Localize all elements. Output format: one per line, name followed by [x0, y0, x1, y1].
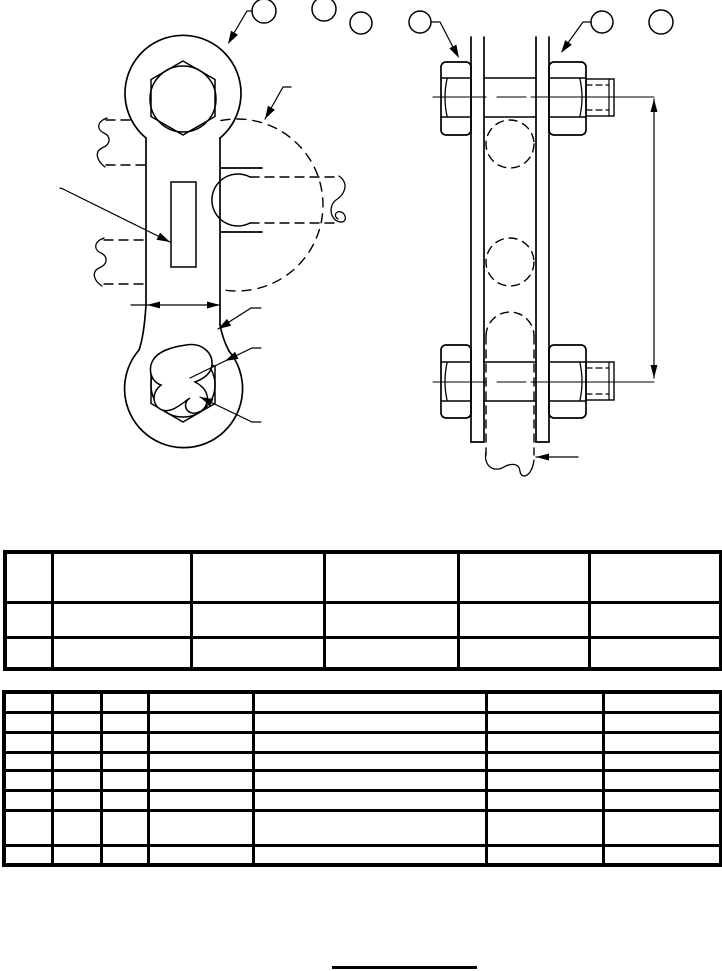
table-cell: [52, 770, 101, 790]
table-cell: [4, 732, 52, 752]
table-cell: [603, 770, 721, 790]
table-cell: [101, 810, 148, 845]
table-cell: [52, 712, 101, 732]
balloon-callout-1: [228, 0, 276, 44]
table-cell: [486, 790, 603, 810]
table-cell: [253, 845, 486, 865]
table-cell: [148, 712, 253, 732]
table-cell: [101, 770, 148, 790]
side-view: [433, 37, 658, 476]
table-cell: [324, 602, 458, 637]
table-cell: [486, 732, 603, 752]
table-cell: [52, 637, 191, 669]
table-cell: [148, 752, 253, 770]
balloon-callout-5: [561, 11, 613, 53]
dim-arrow-left: [536, 454, 549, 461]
table-cell: [486, 770, 603, 790]
table-row: [4, 712, 721, 732]
table-cell: [486, 845, 603, 865]
table-cell: [101, 845, 148, 865]
table-cell: [458, 602, 589, 637]
table-cell: [4, 810, 52, 845]
table-row: [5, 602, 721, 637]
leader-arrowhead: [228, 31, 238, 44]
hidden-hole-1: [486, 120, 534, 168]
neck-left-fillet: [139, 305, 146, 350]
table-row: [4, 790, 721, 810]
pin-end-arc: [212, 174, 250, 226]
table-cell: [603, 845, 721, 865]
footer-caption-rule: [332, 966, 477, 969]
mating-pin: [212, 168, 346, 232]
table-cell: [191, 602, 324, 637]
balloon-callouts: [228, 0, 673, 58]
neck-right-fillet: [220, 325, 229, 351]
clevis-plates: [471, 37, 549, 442]
table-cell: [148, 845, 253, 865]
table-cell: [253, 752, 486, 770]
balloon-callout-2: [312, 0, 336, 21]
table-cell: [52, 732, 101, 752]
table-cell: [589, 637, 721, 669]
bolt-spacing-dimension: [651, 99, 658, 378]
twisted-section-blob: [150, 345, 212, 414]
table-cell: [148, 810, 253, 845]
table-cell: [603, 712, 721, 732]
table-cell: [52, 810, 101, 845]
table-cell: [148, 692, 253, 712]
leader-arrowhead: [449, 45, 459, 58]
table-cell: [589, 552, 721, 602]
top-bolt: [441, 62, 614, 135]
table-cell: [253, 732, 486, 752]
table-cell: [324, 552, 458, 602]
table-row: [4, 692, 721, 712]
table-cell: [4, 790, 52, 810]
table-cell: [603, 732, 721, 752]
hidden-hole-2: [486, 238, 534, 286]
table-row: [4, 810, 721, 845]
table-row: [4, 732, 721, 752]
table-cell: [52, 552, 191, 602]
pin-break-line: [331, 176, 345, 222]
top-eye-hole: [150, 66, 216, 132]
top-bolt-head: [549, 62, 586, 135]
table-cell: [5, 552, 52, 602]
table-cell: [253, 770, 486, 790]
leader-arrowhead: [561, 40, 572, 53]
shank-slot: [171, 182, 196, 267]
table-cell: [52, 752, 101, 770]
dim-arrow-right: [207, 302, 220, 309]
table-cell: [101, 732, 148, 752]
hidden-rod-upper-left: [97, 118, 146, 167]
table-cell: [52, 790, 101, 810]
table-cell: [603, 810, 721, 845]
table-cell: [458, 552, 589, 602]
table-cell: [5, 637, 52, 669]
table-cell: [4, 770, 52, 790]
table-cell: [4, 692, 52, 712]
table-cell: [458, 637, 589, 669]
table-cell: [486, 692, 603, 712]
table-cell: [101, 790, 148, 810]
data-table: [3, 550, 722, 671]
rod-break-line: [485, 452, 534, 476]
table-cell: [4, 752, 52, 770]
table-cell: [191, 552, 324, 602]
table-cell: [148, 770, 253, 790]
table-cell: [486, 712, 603, 732]
hidden-rod: [485, 312, 534, 476]
dim-arrow-up: [651, 99, 658, 112]
slot-leader: [60, 188, 170, 242]
front-view: [60, 35, 345, 447]
table-cell: [589, 602, 721, 637]
parts-list-table: [2, 690, 722, 867]
rod-diameter-pointer: [536, 454, 578, 461]
table-row: [4, 770, 721, 790]
table-cell: [486, 810, 603, 845]
table-row: [5, 637, 721, 669]
balloon-callout-4: [409, 11, 459, 58]
leader-arrowhead: [265, 106, 275, 119]
table-cell: [603, 692, 721, 712]
mating-eye-hidden-circle: [221, 119, 323, 291]
table-cell: [191, 637, 324, 669]
table-cell: [4, 845, 52, 865]
balloon-callout-3: [350, 12, 372, 34]
table-cell: [101, 692, 148, 712]
table-cell: [253, 790, 486, 810]
neck-width-dimension: [131, 302, 220, 309]
upper-data-table: [3, 550, 722, 671]
dim-arrow-left: [147, 302, 160, 309]
table-cell: [52, 845, 101, 865]
hidden-rod-lower-left: [94, 238, 146, 286]
table-cell: [148, 732, 253, 752]
table-cell: [603, 790, 721, 810]
table-cell: [486, 752, 603, 770]
table-cell: [603, 752, 721, 770]
table-cell: [4, 712, 52, 732]
leader-arrowhead: [157, 233, 171, 242]
table-cell: [324, 637, 458, 669]
hole-leader: [200, 397, 261, 422]
neck-leader: [218, 308, 261, 329]
mating-eye-leader: [265, 87, 291, 119]
table-row: [5, 552, 721, 602]
table-cell: [5, 602, 52, 637]
table-cell: [253, 692, 486, 712]
dim-arrow-down: [651, 365, 658, 378]
table-cell: [101, 752, 148, 770]
table-cell: [52, 692, 101, 712]
balloon-callout-6: [649, 10, 673, 34]
table-cell: [101, 712, 148, 732]
top-eye-outline: [125, 35, 241, 138]
table-row: [4, 845, 721, 865]
table-row: [4, 752, 721, 770]
table-cell: [253, 810, 486, 845]
table-cell: [148, 790, 253, 810]
table-cell: [253, 712, 486, 732]
table-cell: [52, 602, 191, 637]
data-table: [2, 690, 722, 867]
